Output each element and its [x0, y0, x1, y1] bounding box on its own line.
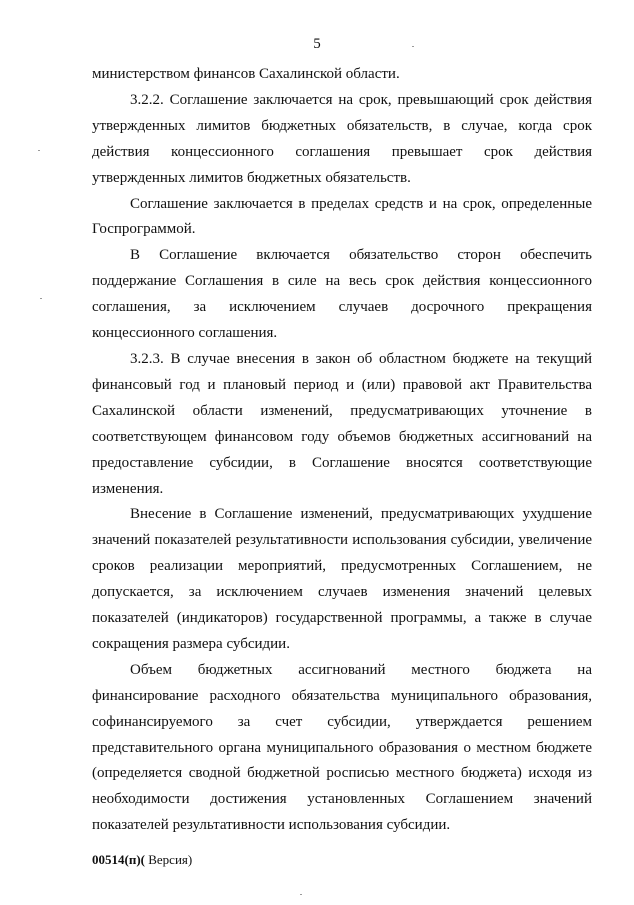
paragraph-limits: Соглашение заключается в пределах средств и на срок, определенные Госпрограммой.	[92, 195, 592, 238]
scan-speck	[40, 298, 42, 299]
scan-speck	[300, 894, 302, 895]
paragraph-obligation: В Соглашение включается обязательство сторон обеспечить поддержание Соглашения в силе на весь срок действия концессионного соглашения, за исключением случаев досрочного прекращения концессионного соглашения.	[92, 247, 592, 342]
document-footer	[92, 852, 192, 868]
paragraph-amendments: Внесение в Соглашение изменений, предусматривающих ухудшение значений показателей результативности использования субсидии, увеличение сроков реализации мероприятий, предусмотренных Соглашением, не допускается, за исключением случаев изменения значений целевых показателей (индикаторов) государственной программы, а также в случае сокращения размера субсидии.	[92, 506, 592, 652]
paragraph-3-2-3: 3.2.3. В случае внесения в закон об областном бюджете на текущий финансовый год и плановый период и (или) правовой акт Правительства Сахалинской области изменений, предусматривающих уточнение в соответствующем финансовом году объемов бюджетных ассигнований на предоставление субсидии, в Соглашение вносятся соответствующие изменения.	[92, 350, 592, 497]
page-number: 5	[313, 36, 321, 52]
document-body	[92, 62, 592, 839]
scan-speck	[412, 46, 414, 47]
footer-version: Версия)	[144, 852, 193, 867]
paragraph-continuation: министерством финансов Сахалинской области.	[92, 66, 400, 82]
scan-speck	[38, 150, 40, 151]
paragraph-3-2-2: 3.2.2. Соглашение заключается на срок, превышающий срок действия утвержденных лимитов бюджетных обязательств, в случае, когда срок действия концессионного соглашения превышает срок действия утвержденных лимитов бюджетных обязательств.	[92, 91, 592, 186]
paragraph-local-budget: Объем бюджетных ассигнований местного бюджета на финансирование расходного обязательства муниципального образования, софинансируемого за счет субсидии, утверждается решением представительного органа муниципального образования о местном бюджете (определяется сводной бюджетной росписью местного бюджета) исходя из необходимости достижения установленных Соглашением значений показателей результативности использования субсидии.	[92, 661, 592, 834]
footer-code: 00514(п)(	[92, 852, 145, 867]
